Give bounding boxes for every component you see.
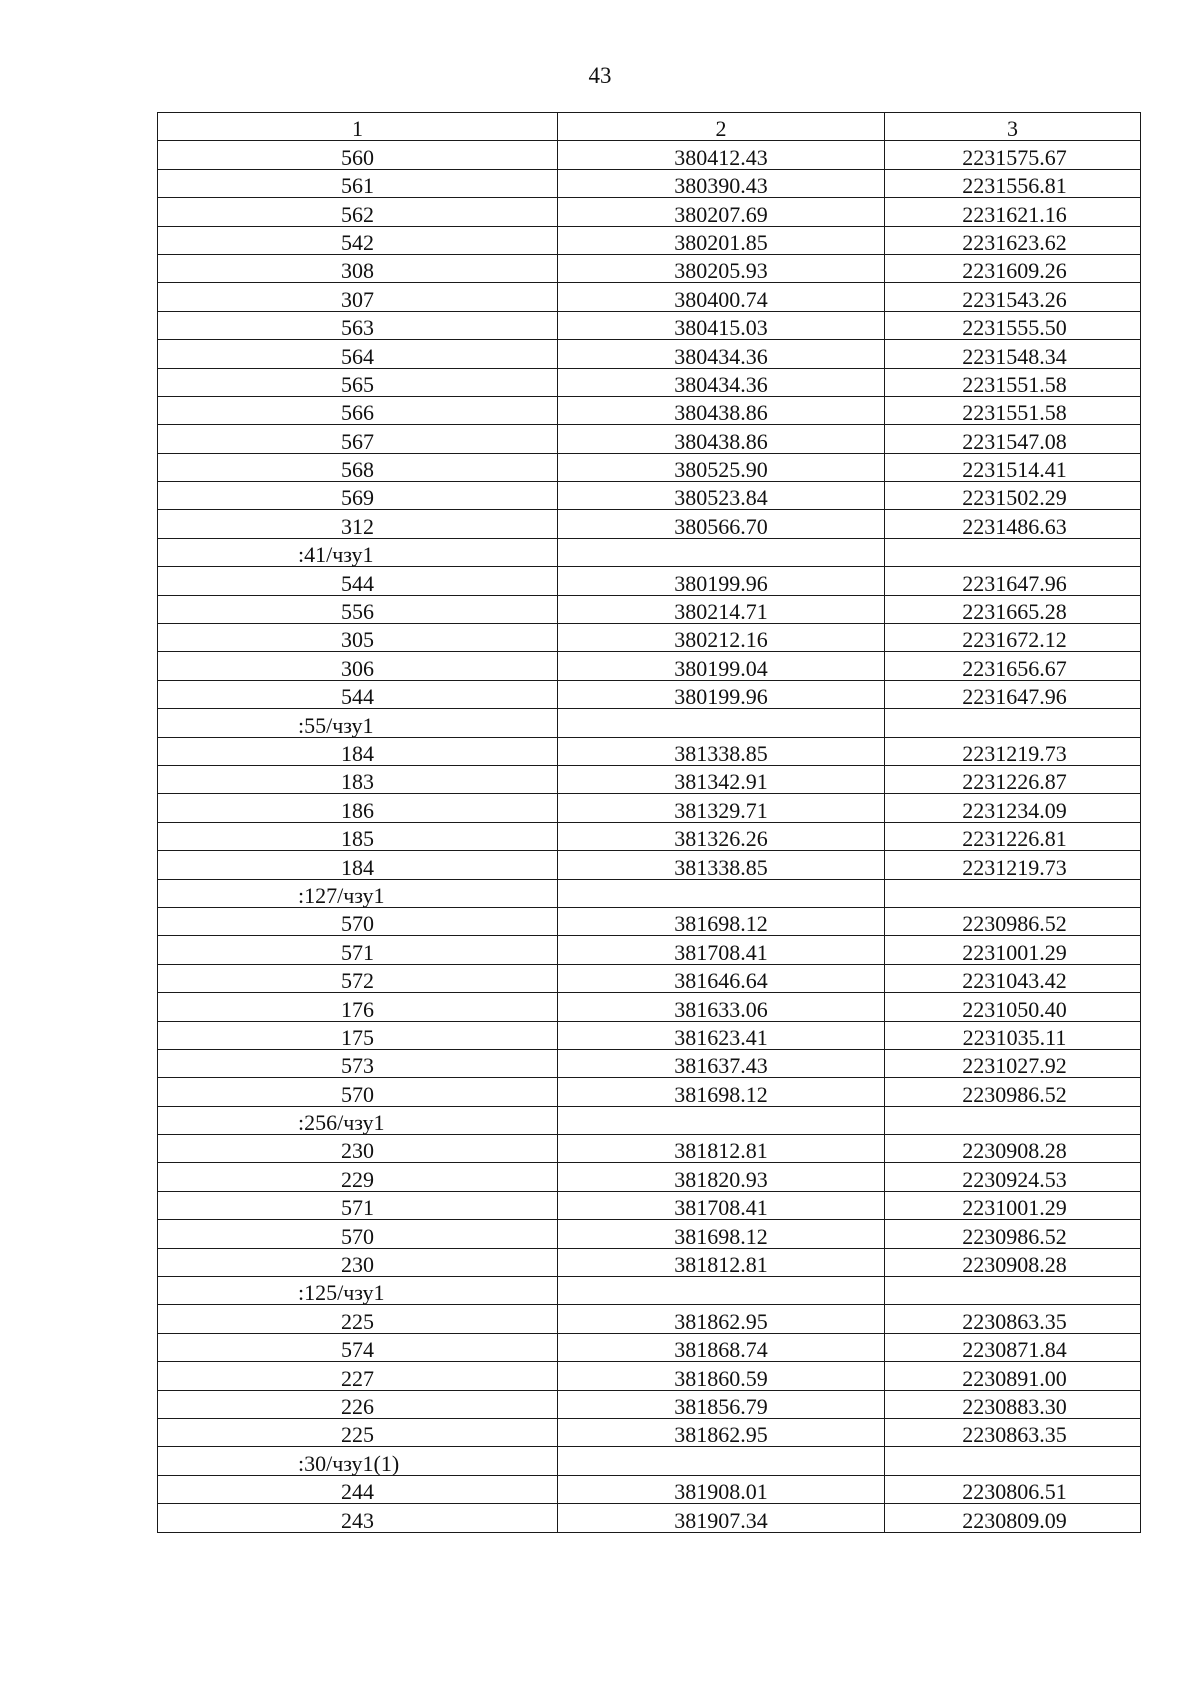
- table-row: [158, 425, 1141, 453]
- table-row: [158, 624, 1141, 652]
- x-coordinate-cell: 381329.71: [558, 794, 885, 822]
- x-coordinate-cell: [558, 1277, 885, 1305]
- point-number-cell: 574: [158, 1333, 558, 1361]
- point-number-cell: 567: [158, 425, 558, 453]
- point-number-cell: 569: [158, 482, 558, 510]
- section-row: [158, 1277, 1141, 1305]
- table-row: [158, 482, 1141, 510]
- x-coordinate-cell: 381338.85: [558, 737, 885, 765]
- point-number-cell: 225: [158, 1418, 558, 1446]
- table-row: [158, 1021, 1141, 1049]
- point-number-cell: 186: [158, 794, 558, 822]
- x-coordinate-cell: [558, 709, 885, 737]
- x-coordinate-cell: 380207.69: [558, 198, 885, 226]
- y-coordinate-cell: 2230986.52: [885, 907, 1141, 935]
- point-number-cell: 570: [158, 907, 558, 935]
- y-coordinate-cell: 2231035.11: [885, 1021, 1141, 1049]
- section-label-cell: :256/чзу1: [158, 1106, 558, 1134]
- y-coordinate-cell: 2231226.87: [885, 765, 1141, 793]
- y-coordinate-cell: 2231609.26: [885, 254, 1141, 282]
- point-number-cell: 244: [158, 1475, 558, 1503]
- column-header-2: 2: [558, 113, 885, 141]
- y-coordinate-cell: 2231551.58: [885, 368, 1141, 396]
- x-coordinate-cell: 380434.36: [558, 368, 885, 396]
- point-number-cell: 227: [158, 1362, 558, 1390]
- y-coordinate-cell: 2231547.08: [885, 425, 1141, 453]
- y-coordinate-cell: [885, 879, 1141, 907]
- table-row: [158, 936, 1141, 964]
- table-row: [158, 907, 1141, 935]
- x-coordinate-cell: 380212.16: [558, 624, 885, 652]
- table-body: [158, 141, 1141, 1532]
- table-row: [158, 1362, 1141, 1390]
- y-coordinate-cell: [885, 709, 1141, 737]
- x-coordinate-cell: 380199.04: [558, 652, 885, 680]
- x-coordinate-cell: [558, 538, 885, 566]
- y-coordinate-cell: 2231219.73: [885, 851, 1141, 879]
- x-coordinate-cell: 380523.84: [558, 482, 885, 510]
- table-row: [158, 851, 1141, 879]
- x-coordinate-cell: 381907.34: [558, 1504, 885, 1532]
- y-coordinate-cell: 2230924.53: [885, 1163, 1141, 1191]
- point-number-cell: 229: [158, 1163, 558, 1191]
- table-row: [158, 993, 1141, 1021]
- y-coordinate-cell: 2231621.16: [885, 198, 1141, 226]
- point-number-cell: 544: [158, 567, 558, 595]
- table-row: [158, 680, 1141, 708]
- table-row: [158, 368, 1141, 396]
- table-row: [158, 311, 1141, 339]
- y-coordinate-cell: 2230871.84: [885, 1333, 1141, 1361]
- point-number-cell: 561: [158, 169, 558, 197]
- y-coordinate-cell: 2231001.29: [885, 1191, 1141, 1219]
- table-row: [158, 1504, 1141, 1532]
- point-number-cell: 175: [158, 1021, 558, 1049]
- section-label-cell: :125/чзу1: [158, 1277, 558, 1305]
- y-coordinate-cell: 2231647.96: [885, 567, 1141, 595]
- table-row: [158, 794, 1141, 822]
- column-header-3: 3: [885, 113, 1141, 141]
- y-coordinate-cell: [885, 1447, 1141, 1475]
- x-coordinate-cell: 381708.41: [558, 936, 885, 964]
- table-row: [158, 1220, 1141, 1248]
- table-row: [158, 1333, 1141, 1361]
- section-label-cell: :55/чзу1: [158, 709, 558, 737]
- y-coordinate-cell: [885, 538, 1141, 566]
- point-number-cell: 176: [158, 993, 558, 1021]
- x-coordinate-cell: 380566.70: [558, 510, 885, 538]
- section-row: [158, 709, 1141, 737]
- x-coordinate-cell: 381868.74: [558, 1333, 885, 1361]
- x-coordinate-cell: 381860.59: [558, 1362, 885, 1390]
- table-header: [158, 113, 1141, 141]
- x-coordinate-cell: 380400.74: [558, 283, 885, 311]
- y-coordinate-cell: 2230986.52: [885, 1078, 1141, 1106]
- x-coordinate-cell: 380525.90: [558, 453, 885, 481]
- point-number-cell: 225: [158, 1305, 558, 1333]
- y-coordinate-cell: 2231551.58: [885, 396, 1141, 424]
- table-row: [158, 1248, 1141, 1276]
- table-row: [158, 396, 1141, 424]
- y-coordinate-cell: 2230908.28: [885, 1248, 1141, 1276]
- y-coordinate-cell: 2231555.50: [885, 311, 1141, 339]
- y-coordinate-cell: 2231514.41: [885, 453, 1141, 481]
- x-coordinate-cell: 380199.96: [558, 680, 885, 708]
- table-row: [158, 169, 1141, 197]
- y-coordinate-cell: 2230863.35: [885, 1305, 1141, 1333]
- point-number-cell: 185: [158, 822, 558, 850]
- section-label-cell: :127/чзу1: [158, 879, 558, 907]
- x-coordinate-cell: 381338.85: [558, 851, 885, 879]
- point-number-cell: 573: [158, 1049, 558, 1077]
- y-coordinate-cell: 2231226.81: [885, 822, 1141, 850]
- point-number-cell: 568: [158, 453, 558, 481]
- x-coordinate-cell: 381633.06: [558, 993, 885, 1021]
- y-coordinate-cell: 2231486.63: [885, 510, 1141, 538]
- point-number-cell: 563: [158, 311, 558, 339]
- table-row: [158, 1475, 1141, 1503]
- y-coordinate-cell: 2231001.29: [885, 936, 1141, 964]
- table-row: [158, 1390, 1141, 1418]
- x-coordinate-cell: 381856.79: [558, 1390, 885, 1418]
- y-coordinate-cell: 2231575.67: [885, 141, 1141, 169]
- table-row: [158, 283, 1141, 311]
- point-number-cell: 230: [158, 1248, 558, 1276]
- x-coordinate-cell: 381342.91: [558, 765, 885, 793]
- point-number-cell: 307: [158, 283, 558, 311]
- page-number: 43: [588, 63, 612, 88]
- x-coordinate-cell: 380438.86: [558, 396, 885, 424]
- y-coordinate-cell: 2231219.73: [885, 737, 1141, 765]
- point-number-cell: 184: [158, 851, 558, 879]
- y-coordinate-cell: 2231656.67: [885, 652, 1141, 680]
- x-coordinate-cell: 380390.43: [558, 169, 885, 197]
- x-coordinate-cell: 380412.43: [558, 141, 885, 169]
- x-coordinate-cell: 380199.96: [558, 567, 885, 595]
- table-row: [158, 1049, 1141, 1077]
- y-coordinate-cell: 2231556.81: [885, 169, 1141, 197]
- y-coordinate-cell: 2230806.51: [885, 1475, 1141, 1503]
- table-row: [158, 198, 1141, 226]
- table-row: [158, 453, 1141, 481]
- table-row: [158, 1305, 1141, 1333]
- x-coordinate-cell: 380214.71: [558, 595, 885, 623]
- x-coordinate-cell: 381646.64: [558, 964, 885, 992]
- point-number-cell: 312: [158, 510, 558, 538]
- y-coordinate-cell: 2231050.40: [885, 993, 1141, 1021]
- y-coordinate-cell: 2230883.30: [885, 1390, 1141, 1418]
- point-number-cell: 571: [158, 936, 558, 964]
- x-coordinate-cell: 381623.41: [558, 1021, 885, 1049]
- column-header-1: 1: [158, 113, 558, 141]
- point-number-cell: 570: [158, 1078, 558, 1106]
- table-row: [158, 340, 1141, 368]
- section-row: [158, 538, 1141, 566]
- y-coordinate-cell: 2230863.35: [885, 1418, 1141, 1446]
- point-number-cell: 542: [158, 226, 558, 254]
- table-row: [158, 226, 1141, 254]
- point-number-cell: 544: [158, 680, 558, 708]
- y-coordinate-cell: 2231548.34: [885, 340, 1141, 368]
- table-row: [158, 964, 1141, 992]
- y-coordinate-cell: 2231234.09: [885, 794, 1141, 822]
- coordinates-table: [157, 112, 1141, 1533]
- x-coordinate-cell: 380201.85: [558, 226, 885, 254]
- y-coordinate-cell: 2231623.62: [885, 226, 1141, 254]
- point-number-cell: 571: [158, 1191, 558, 1219]
- y-coordinate-cell: 2230809.09: [885, 1504, 1141, 1532]
- point-number-cell: 308: [158, 254, 558, 282]
- x-coordinate-cell: 381637.43: [558, 1049, 885, 1077]
- point-number-cell: 556: [158, 595, 558, 623]
- y-coordinate-cell: 2231543.26: [885, 283, 1141, 311]
- table-row: [158, 1135, 1141, 1163]
- table-row: [158, 141, 1141, 169]
- y-coordinate-cell: 2230891.00: [885, 1362, 1141, 1390]
- point-number-cell: 243: [158, 1504, 558, 1532]
- table-row: [158, 510, 1141, 538]
- y-coordinate-cell: 2230986.52: [885, 1220, 1141, 1248]
- y-coordinate-cell: 2231043.42: [885, 964, 1141, 992]
- section-row: [158, 1106, 1141, 1134]
- x-coordinate-cell: 381820.93: [558, 1163, 885, 1191]
- point-number-cell: 570: [158, 1220, 558, 1248]
- x-coordinate-cell: 380438.86: [558, 425, 885, 453]
- section-row: [158, 1447, 1141, 1475]
- table-row: [158, 1163, 1141, 1191]
- y-coordinate-cell: [885, 1277, 1141, 1305]
- x-coordinate-cell: 380205.93: [558, 254, 885, 282]
- section-row: [158, 879, 1141, 907]
- x-coordinate-cell: [558, 879, 885, 907]
- section-label-cell: :41/чзу1: [158, 538, 558, 566]
- x-coordinate-cell: 381698.12: [558, 1220, 885, 1248]
- point-number-cell: 306: [158, 652, 558, 680]
- y-coordinate-cell: 2231647.96: [885, 680, 1141, 708]
- y-coordinate-cell: 2230908.28: [885, 1135, 1141, 1163]
- x-coordinate-cell: 381698.12: [558, 907, 885, 935]
- table-row: [158, 1418, 1141, 1446]
- point-number-cell: 566: [158, 396, 558, 424]
- x-coordinate-cell: 381708.41: [558, 1191, 885, 1219]
- x-coordinate-cell: 381326.26: [558, 822, 885, 850]
- point-number-cell: 562: [158, 198, 558, 226]
- table-row: [158, 595, 1141, 623]
- x-coordinate-cell: [558, 1106, 885, 1134]
- point-number-cell: 305: [158, 624, 558, 652]
- table-row: [158, 652, 1141, 680]
- x-coordinate-cell: 381862.95: [558, 1305, 885, 1333]
- y-coordinate-cell: 2231672.12: [885, 624, 1141, 652]
- table-row: [158, 254, 1141, 282]
- x-coordinate-cell: 380434.36: [558, 340, 885, 368]
- table-row: [158, 1078, 1141, 1106]
- point-number-cell: 560: [158, 141, 558, 169]
- y-coordinate-cell: 2231502.29: [885, 482, 1141, 510]
- y-coordinate-cell: 2231027.92: [885, 1049, 1141, 1077]
- section-label-cell: :30/чзу1(1): [158, 1447, 558, 1475]
- x-coordinate-cell: 380415.03: [558, 311, 885, 339]
- x-coordinate-cell: 381862.95: [558, 1418, 885, 1446]
- table-row: [158, 1191, 1141, 1219]
- x-coordinate-cell: 381812.81: [558, 1248, 885, 1276]
- table-row: [158, 822, 1141, 850]
- point-number-cell: 184: [158, 737, 558, 765]
- point-number-cell: 564: [158, 340, 558, 368]
- point-number-cell: 183: [158, 765, 558, 793]
- header-row: [158, 113, 1141, 141]
- table-row: [158, 737, 1141, 765]
- x-coordinate-cell: 381812.81: [558, 1135, 885, 1163]
- point-number-cell: 230: [158, 1135, 558, 1163]
- point-number-cell: 572: [158, 964, 558, 992]
- y-coordinate-cell: 2231665.28: [885, 595, 1141, 623]
- table-row: [158, 765, 1141, 793]
- y-coordinate-cell: [885, 1106, 1141, 1134]
- x-coordinate-cell: 381908.01: [558, 1475, 885, 1503]
- x-coordinate-cell: [558, 1447, 885, 1475]
- point-number-cell: 226: [158, 1390, 558, 1418]
- table-row: [158, 567, 1141, 595]
- point-number-cell: 565: [158, 368, 558, 396]
- x-coordinate-cell: 381698.12: [558, 1078, 885, 1106]
